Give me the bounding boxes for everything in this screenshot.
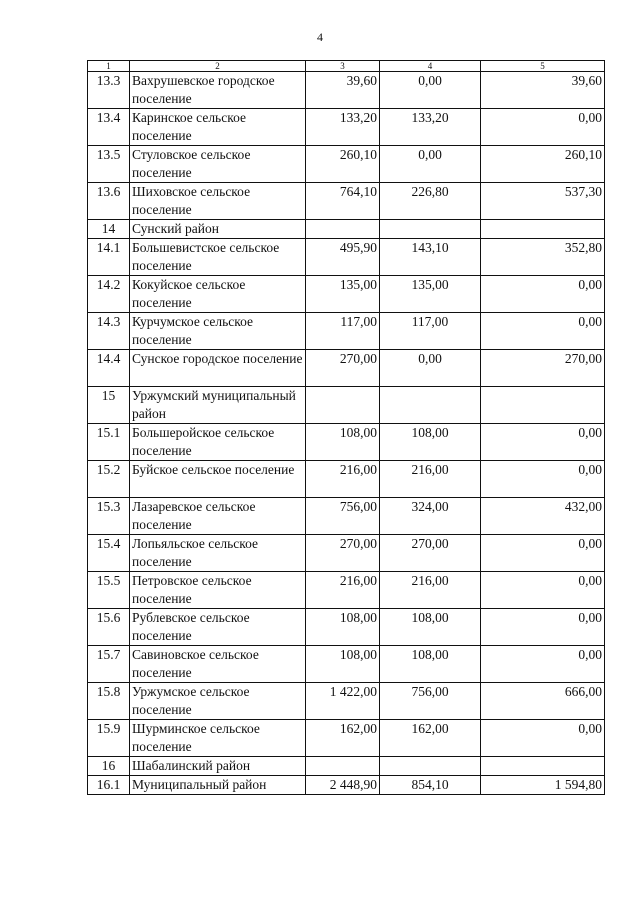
row-number-cell: 16: [88, 757, 130, 776]
row-name-cell: Вахрушевское городское поселение: [130, 72, 306, 109]
row-number-cell: 15.9: [88, 720, 130, 757]
row-total-cell: 162,00: [306, 720, 380, 757]
row-number-cell: 15.5: [88, 572, 130, 609]
row-col4-cell: 108,00: [380, 424, 481, 461]
table-row: [88, 757, 605, 776]
row-total-cell: 270,00: [306, 350, 380, 387]
row-col5-cell: 432,00: [481, 498, 605, 535]
allocation-table: [87, 60, 605, 795]
row-col5-cell: 0,00: [481, 646, 605, 683]
row-total-cell: 1 422,00: [306, 683, 380, 720]
column-number-row: [88, 61, 605, 72]
row-number-cell: 15.1: [88, 424, 130, 461]
row-total-cell: [306, 387, 380, 424]
table-row: [88, 276, 605, 313]
table-row: [88, 313, 605, 350]
row-name-cell: Уржумский муниципальный район: [130, 387, 306, 424]
row-number-cell: 14.3: [88, 313, 130, 350]
row-col5-cell: 0,00: [481, 276, 605, 313]
column-number: 4: [380, 61, 481, 72]
table-row: [88, 220, 605, 239]
row-col5-cell: 260,10: [481, 146, 605, 183]
row-col5-cell: 537,30: [481, 183, 605, 220]
row-name-cell: Стуловское сельское поселение: [130, 146, 306, 183]
row-number-cell: 13.5: [88, 146, 130, 183]
table-row: [88, 146, 605, 183]
table-row: [88, 498, 605, 535]
table-row: [88, 387, 605, 424]
row-col4-cell: 162,00: [380, 720, 481, 757]
row-total-cell: 135,00: [306, 276, 380, 313]
row-number-cell: 14.4: [88, 350, 130, 387]
row-number-cell: 13.4: [88, 109, 130, 146]
row-name-cell: Кокуйское сельское поселение: [130, 276, 306, 313]
row-number-cell: 15.6: [88, 609, 130, 646]
row-number-cell: 14.2: [88, 276, 130, 313]
row-total-cell: 108,00: [306, 609, 380, 646]
table-row: [88, 109, 605, 146]
table-row: [88, 572, 605, 609]
row-name-cell: Каринское сельское поселение: [130, 109, 306, 146]
row-col5-cell: 352,80: [481, 239, 605, 276]
row-total-cell: 108,00: [306, 424, 380, 461]
table-row: [88, 720, 605, 757]
row-name-cell: Петровское сельское поселение: [130, 572, 306, 609]
row-total-cell: [306, 220, 380, 239]
row-col5-cell: [481, 220, 605, 239]
row-name-cell: Шабалинский район: [130, 757, 306, 776]
row-name-cell: Рублевское сельское поселение: [130, 609, 306, 646]
row-col4-cell: 854,10: [380, 776, 481, 795]
row-number-cell: 15.3: [88, 498, 130, 535]
row-number-cell: 13.3: [88, 72, 130, 109]
row-col5-cell: 0,00: [481, 313, 605, 350]
row-total-cell: 270,00: [306, 535, 380, 572]
row-name-cell: Буйское сельское поселение: [130, 461, 306, 498]
column-number: 3: [306, 61, 380, 72]
row-col4-cell: 0,00: [380, 350, 481, 387]
column-number: 5: [481, 61, 605, 72]
table-body: [88, 61, 605, 795]
row-name-cell: Сунское городское поселение: [130, 350, 306, 387]
row-total-cell: 764,10: [306, 183, 380, 220]
row-col5-cell: 0,00: [481, 720, 605, 757]
row-name-cell: Шиховское сельское поселение: [130, 183, 306, 220]
row-col5-cell: 0,00: [481, 609, 605, 646]
table-row: [88, 72, 605, 109]
table-row: [88, 609, 605, 646]
row-total-cell: 39,60: [306, 72, 380, 109]
row-col5-cell: 0,00: [481, 535, 605, 572]
row-col4-cell: 108,00: [380, 646, 481, 683]
row-number-cell: 15.2: [88, 461, 130, 498]
row-number-cell: 16.1: [88, 776, 130, 795]
row-name-cell: Большеройское сельское поселение: [130, 424, 306, 461]
row-col5-cell: 39,60: [481, 72, 605, 109]
row-number-cell: 15.7: [88, 646, 130, 683]
row-col5-cell: 666,00: [481, 683, 605, 720]
row-name-cell: Сунский район: [130, 220, 306, 239]
row-col4-cell: 135,00: [380, 276, 481, 313]
row-total-cell: 133,20: [306, 109, 380, 146]
row-total-cell: 756,00: [306, 498, 380, 535]
row-col5-cell: [481, 757, 605, 776]
row-total-cell: 495,90: [306, 239, 380, 276]
row-total-cell: 2 448,90: [306, 776, 380, 795]
row-col4-cell: 117,00: [380, 313, 481, 350]
row-name-cell: Лопьяльское сельское поселение: [130, 535, 306, 572]
row-name-cell: Уржумское сельское поселение: [130, 683, 306, 720]
column-number: 1: [88, 61, 130, 72]
table-row: [88, 776, 605, 795]
table-row: [88, 424, 605, 461]
row-number-cell: 14.1: [88, 239, 130, 276]
row-col4-cell: 133,20: [380, 109, 481, 146]
table-row: [88, 646, 605, 683]
row-total-cell: 117,00: [306, 313, 380, 350]
row-name-cell: Лазаревское сельское поселение: [130, 498, 306, 535]
row-col5-cell: 1 594,80: [481, 776, 605, 795]
row-name-cell: Большевистское сельское поселение: [130, 239, 306, 276]
row-col4-cell: 756,00: [380, 683, 481, 720]
row-number-cell: 15: [88, 387, 130, 424]
row-col5-cell: 0,00: [481, 424, 605, 461]
row-number-cell: 14: [88, 220, 130, 239]
row-col4-cell: 0,00: [380, 72, 481, 109]
row-number-cell: 13.6: [88, 183, 130, 220]
row-col4-cell: [380, 757, 481, 776]
row-col4-cell: [380, 387, 481, 424]
row-col4-cell: 108,00: [380, 609, 481, 646]
row-name-cell: Курчумское сельское поселение: [130, 313, 306, 350]
row-name-cell: Муниципальный район: [130, 776, 306, 795]
row-col5-cell: 0,00: [481, 461, 605, 498]
row-col4-cell: 216,00: [380, 572, 481, 609]
row-col4-cell: [380, 220, 481, 239]
table-row: [88, 461, 605, 498]
row-name-cell: Савиновское сельское поселение: [130, 646, 306, 683]
table-row: [88, 535, 605, 572]
table-row: [88, 683, 605, 720]
row-col4-cell: 0,00: [380, 146, 481, 183]
row-total-cell: [306, 757, 380, 776]
row-name-cell: Шурминское сельское поселение: [130, 720, 306, 757]
row-total-cell: 216,00: [306, 461, 380, 498]
row-total-cell: 260,10: [306, 146, 380, 183]
row-col4-cell: 270,00: [380, 535, 481, 572]
row-col5-cell: 0,00: [481, 572, 605, 609]
row-total-cell: 108,00: [306, 646, 380, 683]
row-col5-cell: 270,00: [481, 350, 605, 387]
column-number: 2: [130, 61, 306, 72]
row-number-cell: 15.8: [88, 683, 130, 720]
table-row: [88, 350, 605, 387]
row-number-cell: 15.4: [88, 535, 130, 572]
row-col4-cell: 226,80: [380, 183, 481, 220]
row-col4-cell: 216,00: [380, 461, 481, 498]
row-total-cell: 216,00: [306, 572, 380, 609]
row-col4-cell: 143,10: [380, 239, 481, 276]
table-row: [88, 183, 605, 220]
row-col5-cell: 0,00: [481, 109, 605, 146]
page-number: 4: [317, 30, 323, 44]
row-col5-cell: [481, 387, 605, 424]
row-col4-cell: 324,00: [380, 498, 481, 535]
table-row: [88, 239, 605, 276]
